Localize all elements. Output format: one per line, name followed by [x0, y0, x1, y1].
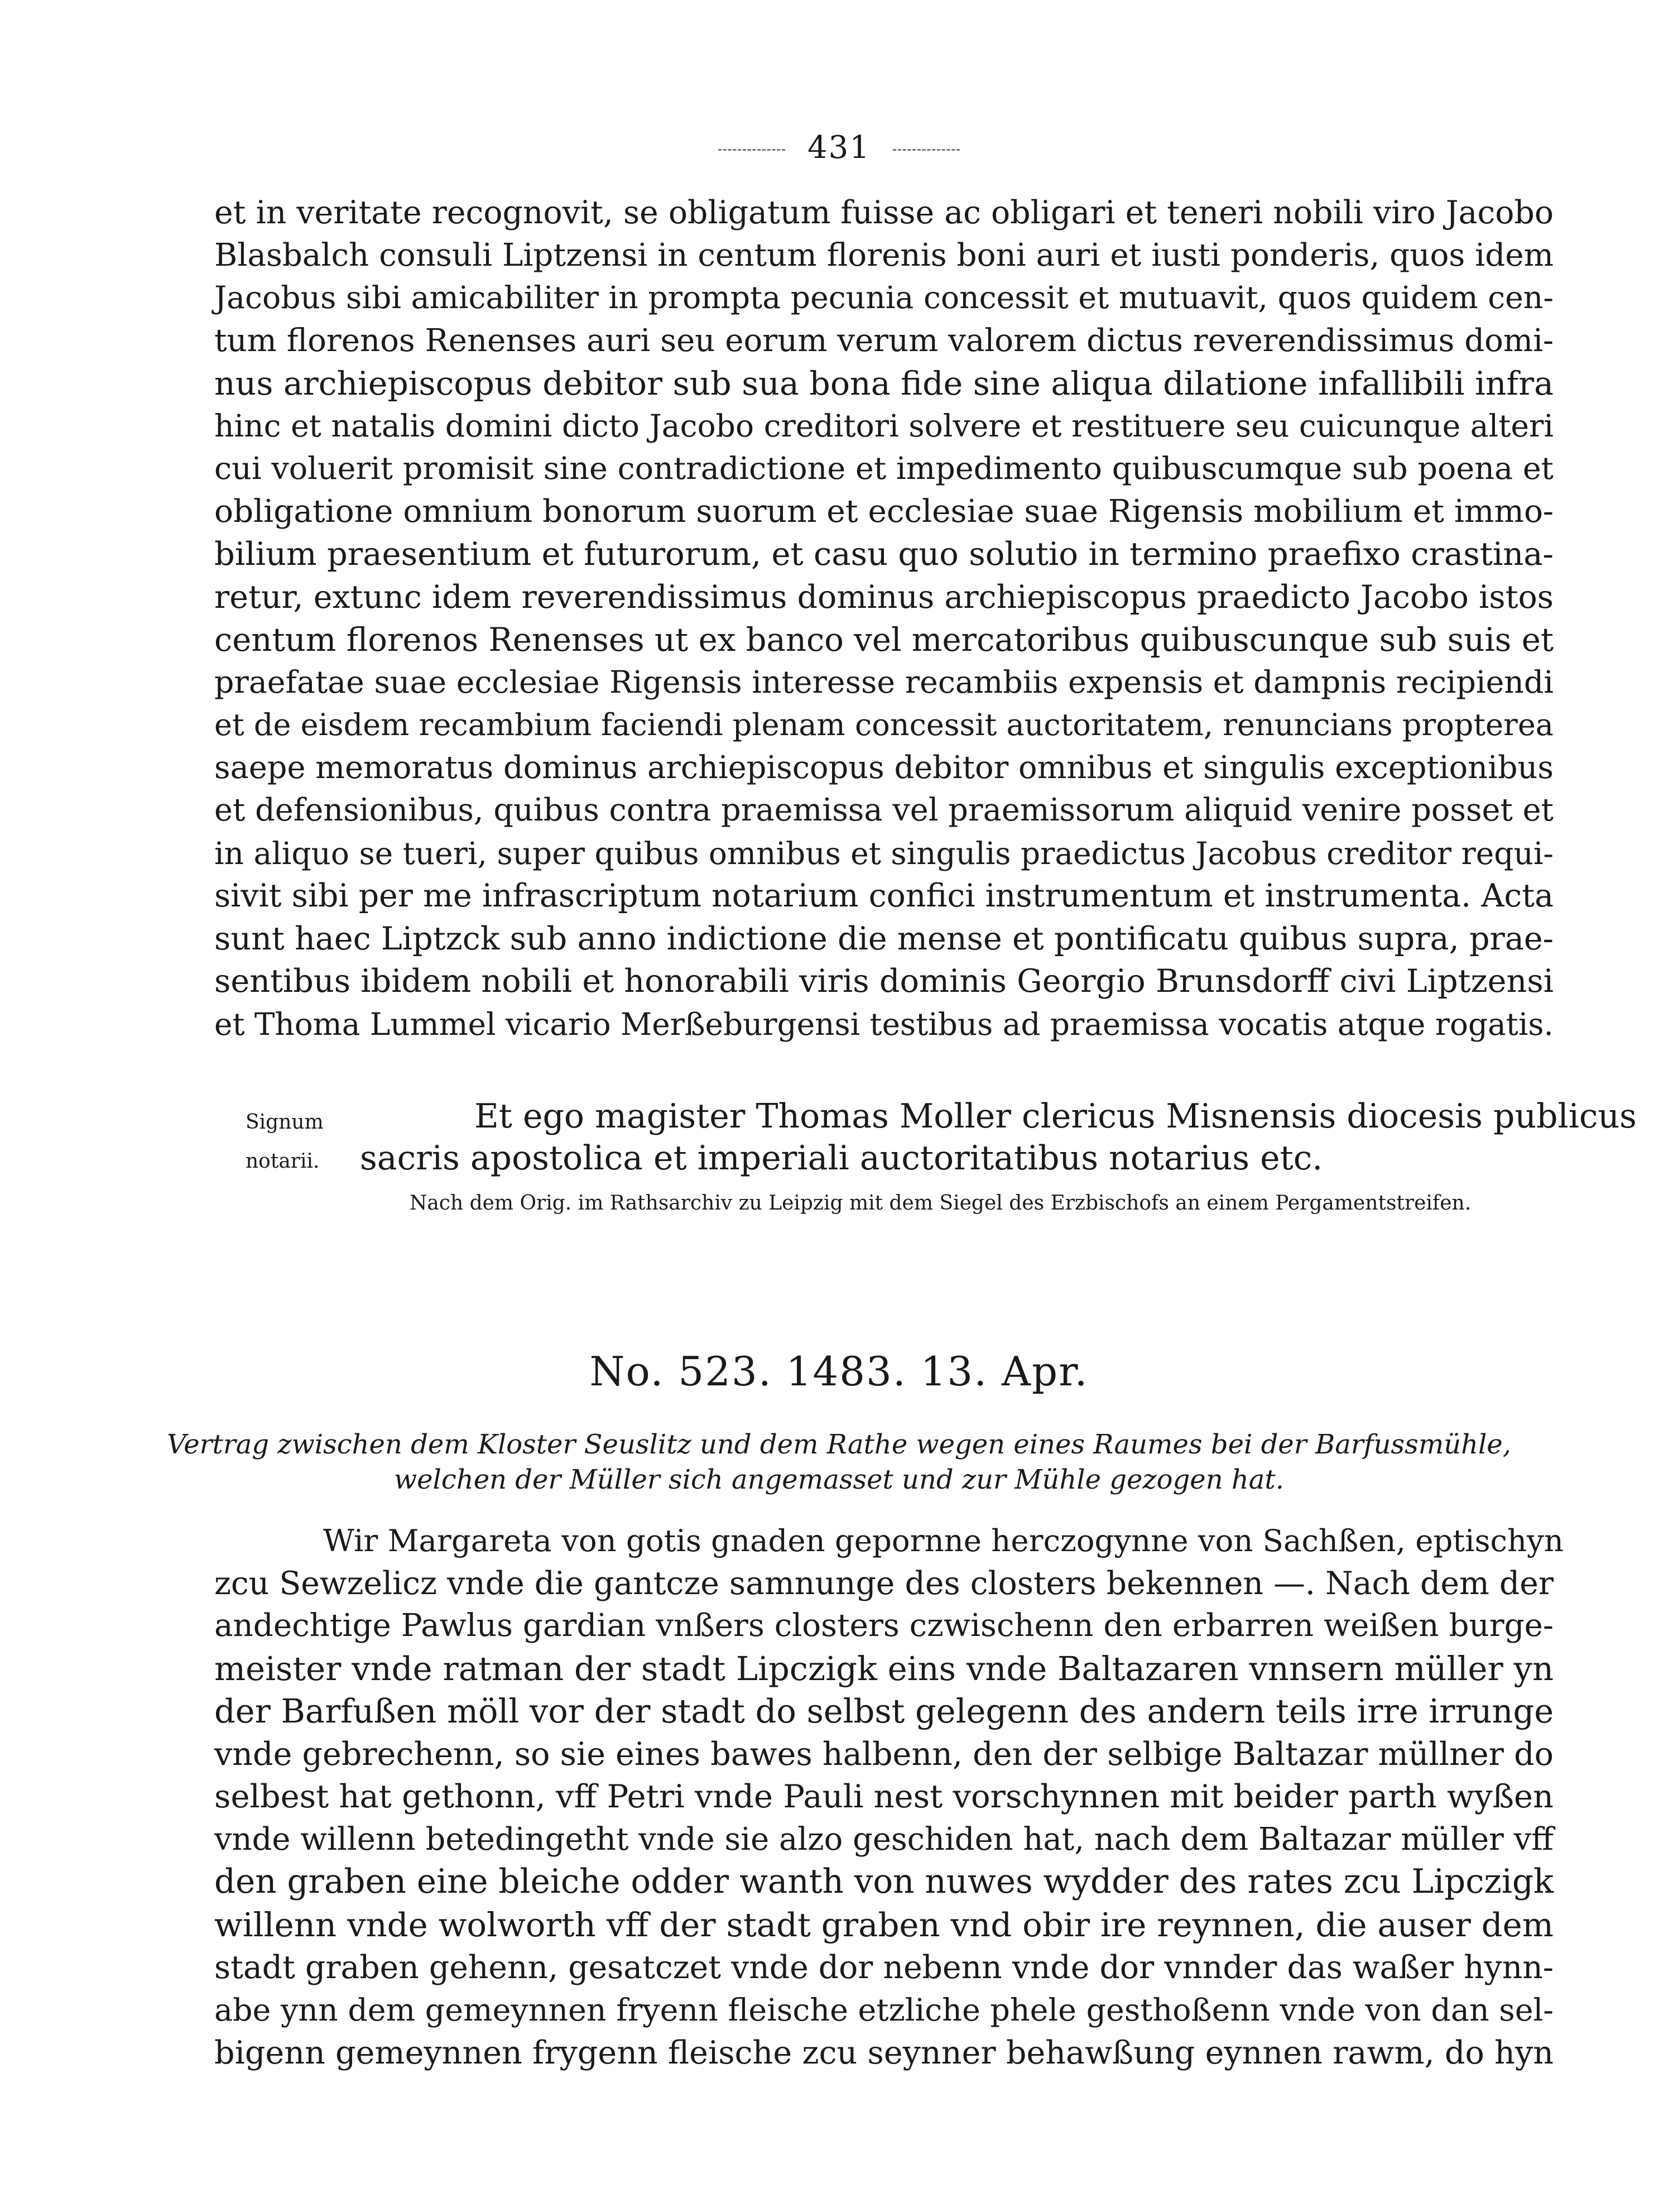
- text-line: zcu Sewzelicz vnde die gantcze samnunge des closters bekennen —. Nach dem der: [214, 1565, 1554, 1602]
- text-line: nus archiepiscopus debitor sub sua bona fide sine aliqua dilatione infallibili infra: [214, 364, 1554, 402]
- text-line: willenn vnde wolworth vff der stadt graben vnd obir ire reynnen, die auser dem: [214, 1905, 1554, 1944]
- text-line: sivit sibi per me infrascriptum notarium confici instrumentum et instrumenta. Acta: [214, 877, 1554, 914]
- text-line: sentibus ibidem nobili et honorabili viris dominis Georgio Brunsdorff civi Liptzensi: [214, 963, 1554, 1000]
- notary-sign-label: notarii.: [246, 1150, 320, 1173]
- text-line: retur, extunc idem reverendissimus dominus archiepiscopus praedicto Jacobo istos: [214, 578, 1554, 616]
- text-line: Blasbalch consuli Liptzensi in centum florenis boni auri et iusti ponderis, quos idem: [214, 237, 1554, 273]
- document-heading: No. 523. 1483. 13. Apr.: [589, 1348, 1089, 1395]
- text-line: et defensionibus, quibus contra praemissa vel praemissorum aliquid venire posset et: [214, 792, 1554, 828]
- text-line: obligatione omnium bonorum suorum et ecclesiae suae Rigensis mobilium et immo-: [214, 493, 1554, 530]
- text-line: et in veritate recognovit, se obligatum fuisse ac obligari et teneri nobili viro Jacobo: [214, 194, 1554, 231]
- text-line: den graben eine bleiche odder wanth von nuwes wydder des rates zcu Lipczigk: [214, 1863, 1554, 1901]
- notary-sign-label: Signum: [246, 1111, 324, 1134]
- text-line: hinc et natalis domini dicto Jacobo creditori solvere et restituere seu cuicunque alteri: [214, 408, 1554, 444]
- text-line: stadt graben gehenn, gesatczet vnde dor nebenn vnde dor vnnder das waßer hynn-: [214, 1949, 1554, 1986]
- text-line: vnde willenn betedingetht vnde sie alzo geschiden hat, nach dem Baltazar müller vff: [214, 1821, 1554, 1858]
- text-line: et Thoma Lummel vicario Merßeburgensi testibus ad praemissa vocatis atque rogatis.: [214, 1006, 1554, 1042]
- text-line: der Barfußen möll vor der stadt do selbst gelegenn des andern teils irre irrunge: [214, 1692, 1554, 1730]
- document-summary-line-1: Vertrag zwischen dem Kloster Seuslitz und dem Rathe wegen eines Raumes bei der Barfussmühle,: [166, 1429, 1512, 1460]
- notary-attestation-line-2: sacris apostolica et imperiali auctoritatibus notarius etc.: [360, 1139, 1323, 1178]
- document-text: [214, 1519, 1564, 2075]
- text-line: saepe memoratus dominus archiepiscopus debitor omnibus et singulis exceptionibus: [214, 749, 1554, 786]
- text-line: praefatae suae ecclesiae Rigensis interesse recambiis expensis et dampnis recipiendi: [214, 664, 1554, 700]
- text-line: centum florenos Renenses ut ex banco vel mercatoribus quibuscunque sub suis et: [214, 621, 1554, 659]
- page-number-ornament-right: [893, 149, 960, 151]
- text-line: et de eisdem recambium faciendi plenam concessit auctoritatem, renuncians propterea: [214, 707, 1554, 742]
- source-note: Nach dem Orig. im Rathsarchiv zu Leipzig mit dem Siegel des Erzbischofs an einem Pergamentstreifen.: [409, 1192, 1472, 1215]
- text-line: cui voluerit promisit sine contradictione et impedimento quibuscumque sub poena et: [214, 450, 1554, 487]
- previous-document-text: [214, 191, 1554, 1045]
- document-summary-line-2: welchen der Müller sich angemasset und zur Mühle gezogen hat.: [394, 1464, 1284, 1495]
- text-line: vnde gebrechenn, so sie eines bawes halbenn, den der selbige Baltazar müllner do: [214, 1735, 1554, 1773]
- text-line: andechtige Pawlus gardian vnßers closters czwischenn den erbarren weißen burge-: [214, 1608, 1554, 1644]
- text-line: meister vnde ratman der stadt Lipczigk eins vnde Baltazaren vnnsern müller yn: [214, 1649, 1554, 1688]
- notary-attestation-line-1: Et ego magister Thomas Moller clericus Misnensis diocesis publicus: [474, 1097, 1637, 1136]
- text-line: Jacobus sibi amicabiliter in prompta pecunia concessit et mutuavit, quos quidem cen-: [214, 280, 1554, 316]
- text-line: sunt haec Liptzck sub anno indictione die mense et pontificatu quibus supra, prae-: [214, 920, 1554, 957]
- text-line: in aliquo se tueri, super quibus omnibus et singulis praedictus Jacobus creditor requi-: [214, 835, 1554, 871]
- text-line: Wir Margareta von gotis gnaden gepornne herczogynne von Sachßen, eptischyn: [323, 1523, 1564, 1558]
- text-line: bigenn gemeynnen frygenn fleische zcu seynner behawßung eynnen rawm, do hyn: [214, 2035, 1554, 2071]
- page-number: 431: [807, 129, 871, 166]
- text-line: abe ynn dem gemeynnen fryenn fleische etzliche phele gesthoßenn vnde von dan sel-: [214, 1992, 1554, 2028]
- page-number-row: [0, 129, 1678, 166]
- text-line: bilium praesentium et futurorum, et casu quo solutio in termino praefixo crastina-: [214, 535, 1554, 573]
- text-line: tum florenos Renenses auri seu eorum verum valorem dictus reverendissimus domi-: [214, 322, 1554, 359]
- page-number-ornament-left: [718, 149, 785, 151]
- text-line: selbest hat gethonn, vff Petri vnde Pauli nest vorschynnen mit beider parth wyßen: [214, 1778, 1554, 1815]
